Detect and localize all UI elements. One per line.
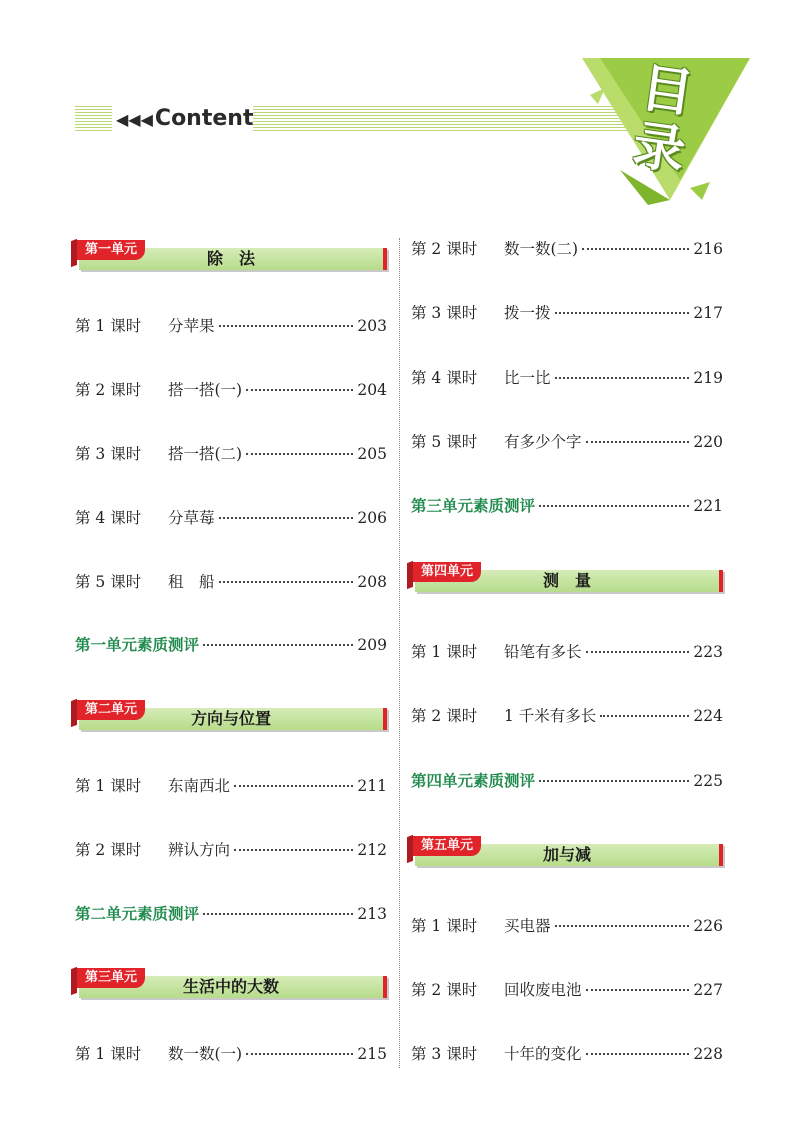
toc-entry[interactable]: [411, 301, 723, 325]
toc-entry[interactable]: [75, 570, 387, 594]
leader-dots: [246, 1053, 353, 1055]
page-number: 217: [693, 304, 723, 322]
page-number: 212: [357, 841, 387, 859]
toc-entry[interactable]: [75, 378, 387, 402]
leader-dots: [219, 517, 354, 519]
lesson-number: 第 5 课时: [411, 433, 478, 451]
unit-tag: 第三单元: [75, 968, 145, 988]
toc-entry[interactable]: [411, 914, 723, 938]
leader-dots: [586, 651, 690, 653]
leader-dots: [234, 849, 353, 851]
unit-tag: 第四单元: [411, 562, 481, 582]
leader-dots: [219, 325, 354, 327]
lesson-title: 有多少个字: [504, 433, 582, 451]
page-number: 208: [357, 573, 387, 591]
lesson-number: 第 1 课时: [75, 777, 142, 795]
lesson-number: 第 3 课时: [75, 445, 142, 463]
unit-evaluation-entry[interactable]: [75, 902, 387, 926]
lesson-number: 第 2 课时: [75, 381, 142, 399]
toc-entry[interactable]: [411, 366, 723, 390]
unit-banner: [75, 240, 387, 274]
leader-dots: [586, 989, 690, 991]
unit-banner: [411, 836, 723, 870]
unit-title: 除 法: [206, 249, 255, 268]
unit-evaluation-entry[interactable]: [75, 633, 387, 657]
page-number: 228: [693, 1045, 723, 1063]
unit-title: 生活中的大数: [182, 977, 279, 996]
leader-dots: [600, 715, 689, 717]
column-divider: [399, 238, 400, 1068]
lesson-title: 分草莓: [168, 509, 215, 527]
toc-entry[interactable]: [75, 774, 387, 798]
leader-dots: [234, 785, 353, 787]
lesson-number: 第 1 课时: [411, 643, 478, 661]
page-number: 226: [693, 917, 723, 935]
leader-dots: [203, 644, 353, 646]
lesson-title: 1 千米有多长: [504, 707, 597, 725]
page-number: 215: [357, 1045, 387, 1063]
toc-entry[interactable]: [75, 442, 387, 466]
lesson-number: 第 4 课时: [75, 509, 142, 527]
leader-dots: [246, 389, 353, 391]
leader-dots: [555, 377, 690, 379]
page-number: 209: [357, 636, 387, 654]
leader-dots: [246, 453, 353, 455]
lesson-title: 东南西北: [168, 777, 231, 795]
page-number: 216: [693, 240, 723, 258]
toc-entry[interactable]: [411, 1042, 723, 1066]
lesson-title: 买电器: [504, 917, 551, 935]
page-number: 224: [693, 707, 723, 725]
unit-tag: 第二单元: [75, 700, 145, 720]
leader-dots: [203, 913, 353, 915]
lesson-number: 第 3 课时: [411, 304, 478, 322]
header-arrows: ◀◀◀Content: [112, 104, 253, 134]
unit-evaluation-entry[interactable]: [411, 494, 723, 518]
evaluation-title: 第四单元素质测评: [411, 771, 536, 790]
page-number: 213: [357, 905, 387, 923]
leader-dots: [582, 248, 689, 250]
lesson-number: 第 2 课时: [411, 707, 478, 725]
page-number: 203: [357, 317, 387, 335]
unit-banner: [75, 968, 387, 1002]
lesson-number: 第 2 课时: [411, 981, 478, 999]
lesson-title: 租 船: [168, 573, 215, 591]
toc-entry[interactable]: [75, 838, 387, 862]
page-number: 223: [693, 643, 723, 661]
leader-dots: [539, 505, 689, 507]
lesson-number: 第 1 课时: [75, 317, 142, 335]
toc-entry[interactable]: [411, 978, 723, 1002]
page-number: 206: [357, 509, 387, 527]
lesson-title: 铅笔有多长: [504, 643, 582, 661]
toc-entry[interactable]: [75, 314, 387, 338]
toc-entry[interactable]: [411, 237, 723, 261]
unit-title: 加与减: [542, 845, 591, 864]
unit-banner: [75, 700, 387, 734]
page-number: 205: [357, 445, 387, 463]
header-label: Content: [154, 106, 254, 131]
evaluation-title: 第二单元素质测评: [75, 904, 200, 923]
lesson-number: 第 4 课时: [411, 369, 478, 387]
unit-banner: [411, 562, 723, 596]
leader-dots: [586, 1053, 690, 1055]
page-number: 219: [693, 369, 723, 387]
unit-title: 方向与位置: [190, 709, 271, 728]
lesson-number: 第 3 课时: [411, 1045, 478, 1063]
toc-entry[interactable]: [75, 506, 387, 530]
leader-dots: [555, 312, 690, 314]
evaluation-title: 第一单元素质测评: [75, 635, 200, 654]
unit-tag: 第五单元: [411, 836, 481, 856]
leader-dots: [586, 441, 690, 443]
page-number: 211: [357, 777, 387, 795]
logo-title: 目录: [629, 57, 697, 183]
lesson-number: 第 1 课时: [411, 917, 478, 935]
lesson-number: 第 2 课时: [75, 841, 142, 859]
page-number: 220: [693, 433, 723, 451]
leader-dots: [219, 581, 354, 583]
lesson-title: 搭一搭(二): [168, 445, 243, 463]
lesson-title: 数一数(一): [168, 1045, 243, 1063]
page-number: 221: [693, 497, 723, 515]
lesson-number: 第 1 课时: [75, 1045, 142, 1063]
unit-evaluation-entry[interactable]: [411, 769, 723, 793]
lesson-title: 拨一拨: [504, 304, 551, 322]
lesson-title: 分苹果: [168, 317, 215, 335]
page-number: 225: [693, 772, 723, 790]
leader-dots: [555, 925, 690, 927]
unit-title: 测 量: [542, 571, 591, 590]
unit-tag: 第一单元: [75, 240, 145, 260]
leader-dots: [539, 780, 689, 782]
lesson-title: 回收废电池: [504, 981, 582, 999]
lesson-title: 比一比: [504, 369, 551, 387]
evaluation-title: 第三单元素质测评: [411, 496, 536, 515]
toc-entry[interactable]: [411, 430, 723, 454]
toc-entry[interactable]: [411, 704, 723, 728]
lesson-number: 第 5 课时: [75, 573, 142, 591]
lesson-title: 搭一搭(一): [168, 381, 243, 399]
lesson-title: 数一数(二): [504, 240, 579, 258]
toc-entry[interactable]: [411, 640, 723, 664]
page-number: 227: [693, 981, 723, 999]
lesson-title: 辨认方向: [168, 841, 231, 859]
lesson-number: 第 2 课时: [411, 240, 478, 258]
page-number: 204: [357, 381, 387, 399]
toc-entry[interactable]: [75, 1042, 387, 1066]
lesson-title: 十年的变化: [504, 1045, 582, 1063]
